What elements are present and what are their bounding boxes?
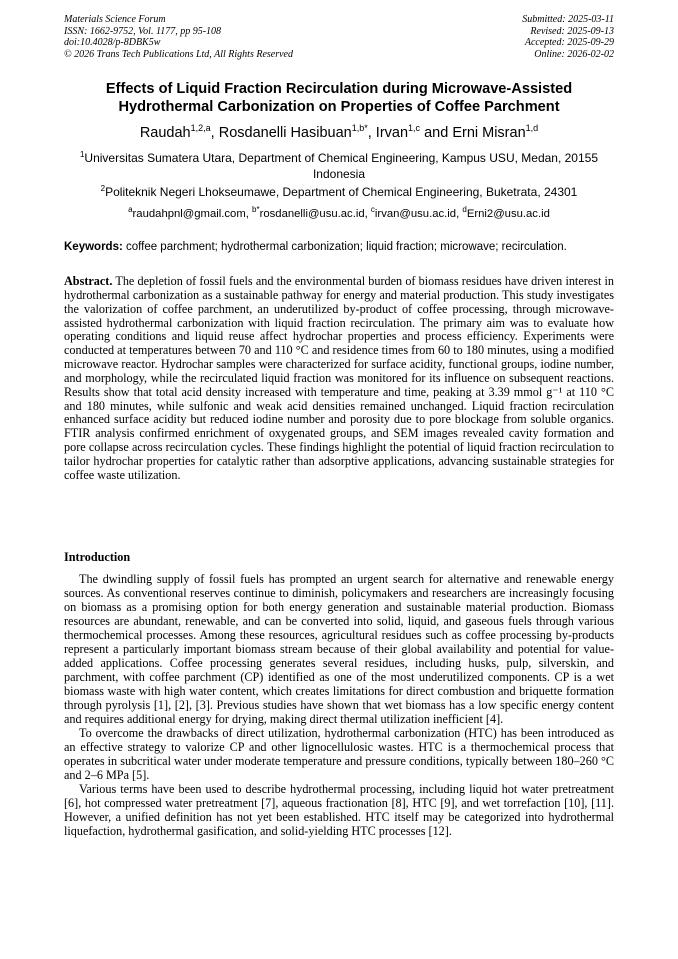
author-list [64,124,614,142]
publication-dates [522,14,614,60]
journal-info [64,14,293,60]
doi-line: doi:10.4028/p-8DBK5w [64,37,161,48]
author-name: Raudah [139,125,191,141]
paragraph: To overcome the drawbacks of direct utilization, hydrothermal carbonization (HTC) has been introduced as an effective strategy to valorize CP and other lignocellulosic wastes. HTC is a thermochemical process that operates in subcritical water under moderate temperature and pressure conditions, typically between 180–260 °C and 2–6 MPa [5]. [64,726,614,782]
introduction-body [64,572,614,838]
affiliation-2 [64,184,614,200]
abstract-text: The depletion of fossil fuels and the environmental burden of biomass residues have driven interest in hydrothermal carbonization as a sustainable pathway for energy and material production. This study investigates the valorization of coffee parchment, an underutilized by-product of coffee processing, through microwave-assisted hydrothermal carbonization with liquid fraction recirculation. The primary aim was to evaluate how operating conditions and liquid reuse affect hydrochar properties and process efficiency. Experiments were conducted at temperatures between 70 and 110 °C and residence times from 60 to 180 minutes, using a modified microwave reactor. Hydrochar samples were characterized for surface acidity, functional groups, iodine number, and morphology, while the recirculated liquid fraction was monitored for its influence on subsequent reactions. Results show that total acid density increased with temperature and time, peaking at 3.39 mmol g⁻¹ at 110 °C and 180 minutes, while sulfonic and weak acid densities remained unchanged. Liquid fraction recirculation enhanced surface acidity but reduced iodine number and porosity due to pore blockage from soluble organics. FTIR analysis confirmed enrichment of oxygenated groups, and SEM images revealed cavity formation and pore collapse across recirculation cycles. These findings highlight the potential of liquid fraction recirculation to tailor hydrochar properties for catalytic rather than adsorptive applications, advancing sustainable strategies for coffee waste utilization. [64,274,614,482]
accepted-date: Accepted: 2025-09-29 [524,37,614,48]
author-separator: , [210,125,219,141]
author-affiliation-mark: 1,c [408,123,421,133]
paragraph: Various terms have been used to describe hydrothermal processing, including liquid hot water pretreatment [6], hot compressed water pretreatment [7], aqueous fractionation [8], HTC [9], and wet torrefaction [10], [11]. However, a unified definition has not yet been established. HTC itself may be categorized into hydrothermal liquefaction, hydrothermal gasification, and solid-yielding HTC processes [12]. [64,782,614,838]
online-date: Online: 2026-02-02 [534,48,614,60]
affiliation-mark: 2 [100,184,106,193]
paper-title: Effects of Liquid Fraction Recirculation during Microwave-Assisted Hydrothermal Carbonization on Properties of Coffee Parchment [105,81,573,115]
author-affiliation-mark: 1,2,a [190,123,211,133]
email-separator: , [456,208,463,220]
journal-name: Materials Science Forum [64,14,166,25]
email-mark: a [128,205,133,214]
email-mark: d [462,205,467,214]
abstract-label: Abstract. [64,274,113,288]
affiliation-1 [64,150,614,182]
author-affiliation-mark: 1,d [525,123,539,133]
affiliation-text: Universitas Sumatera Utara, Department of Chemical Engineering, Kampus USU, Medan, 20155 Indonesia [84,151,599,181]
abstract [64,275,614,483]
affiliation-text: Politeknik Negeri Lhokseumawe, Department of Chemical Engineering, Buketrata, 24301 [105,185,578,199]
affiliation-mark: 1 [79,150,85,159]
author-name: Irvan [375,125,409,141]
email-address[interactable]: irvan@usu.ac.id [374,208,457,220]
email-mark: b* [252,205,260,214]
email-address[interactable]: raudahpnl@gmail.com [132,208,246,220]
author-emails [64,206,614,222]
email-separator: , [245,208,253,220]
issn-line: ISSN: 1662-9752, Vol. 1177, pp 95-108 [64,25,222,37]
keywords-text: coffee parchment; hydrothermal carbonization; liquid fraction; microwave; recirculation. [122,241,567,253]
email-address[interactable]: rosdanelli@usu.ac.id [259,208,365,220]
keywords-label: Keywords: [64,241,123,253]
author-name: Erni Misran [452,125,526,141]
paragraph: The dwindling supply of fossil fuels has prompted an urgent search for alternative and renewable energy sources. As conventional reserves continue to diminish, policymakers and researchers are increasingly focusing on biomass as a promising option for both energy generation and sustainable material production. Biomass resources are abundant, renewable, and can be converted into solid, liquid, and gaseous fuels through various thermochemical processes. Among these resources, agricultural residues such as coffee processing by-products represent a particularly important biomass stream because of their global availability and potential for value-added applications. Coffee processing generates several residues, including husks, pulp, silverskin, and parchment, with coffee parchment (CP) identified as one of the most underutilized components. CP is a wet biomass waste with high water content, which creates limitations for direct combustion and briquette formation through pyrolysis [1], [2], [3]. Previous studies have shown that wet biomass has a low specific energy content and requires additional energy for drying, making direct thermal utilization inefficient [4]. [64,572,614,726]
copyright-line: © 2026 Trans Tech Publications Ltd, All Rights Reserved [64,48,293,60]
author-name: Rosdanelli Hasibuan [218,125,352,141]
email-mark: c [370,205,375,214]
keywords-line [64,240,624,255]
section-heading-introduction: Introduction [64,550,131,564]
author-separator: , [367,125,376,141]
email-separator: , [364,208,371,220]
author-separator: and [420,125,453,141]
revised-date: Revised: 2025-09-13 [530,25,614,37]
email-address[interactable]: Erni2@usu.ac.id [466,208,550,220]
author-affiliation-mark: 1,b* [351,123,368,133]
submitted-date: Submitted: 2025-03-11 [522,14,614,25]
